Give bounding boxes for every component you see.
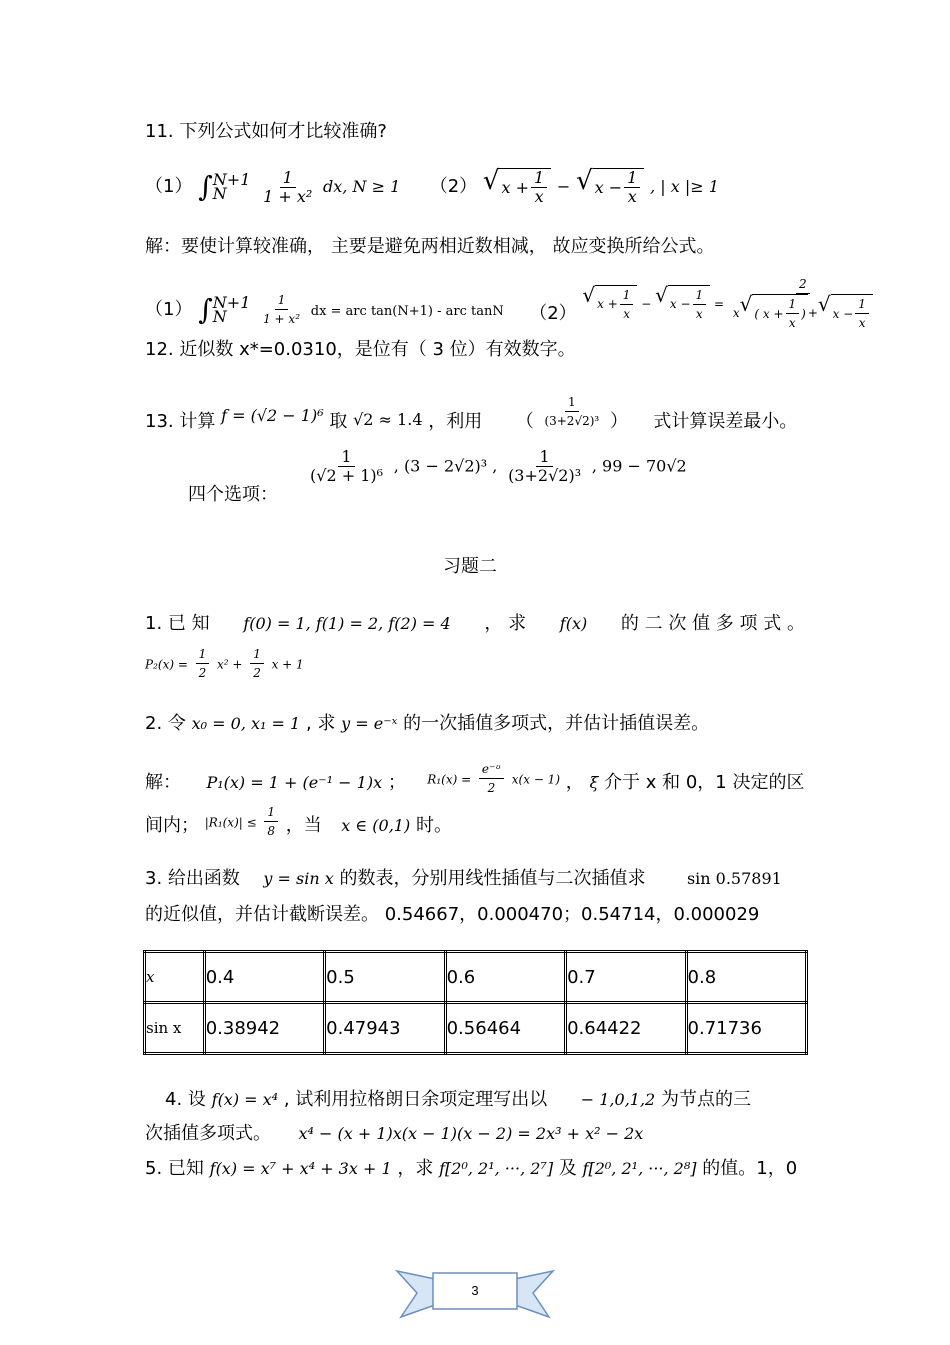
table-cell: 0.4 — [204, 952, 324, 1003]
q11-label-1: （1） — [145, 176, 193, 197]
table-row — [145, 1003, 807, 1054]
q11-f2-cond: , | x |≥ 1 — [650, 177, 719, 196]
q12-text: 12. 近似数 x*=0.0310，是位有（ 3 位）有效数字。 — [145, 339, 576, 360]
integral-upper: N+1 — [212, 170, 251, 189]
q13-approx: √2 ≈ 1.4 — [353, 409, 423, 429]
p1-mid: ， 求 — [484, 613, 527, 634]
p2-solution-2: 间内； |R₁(x)| ≤ $\frac{1}{8}$ ，当 x ∈ (0,1) 时。 — [145, 805, 452, 838]
q11-title: 11. 下列公式如何才比较准确? — [145, 121, 387, 142]
q13-f: f = (√2 − 1)⁶ — [221, 405, 324, 425]
q13-opt1: $\frac{1}{\text{(√2 + 1)⁶}}$ — [310, 447, 384, 485]
table-cell: 0.7 — [566, 952, 686, 1003]
q13-answer-fraction: $\frac{1}{\text{(3+2√2)³}}$ — [544, 395, 600, 428]
p4-line-2: 次插值多项式。 x⁴ − (x + 1)x(x − 1)(x − 2) = 2x³ + x² − 2x — [145, 1123, 644, 1144]
q13-opt4: , 99 − 70√2 — [591, 456, 687, 476]
q11-label-2: （2） — [429, 176, 478, 197]
q11-sol-label-1: （1） — [145, 298, 193, 320]
q11-f1-tail: dx, N ≥ 1 — [323, 177, 401, 196]
q11-solution: 解：要使计算较准确， 主要是避免两相近数相减， 故应变换所给公式。 — [145, 236, 715, 257]
section-title: 习题二 — [443, 556, 497, 577]
integral-lower: N — [212, 184, 227, 203]
page-footer-ribbon — [395, 1265, 555, 1325]
p5-line: 5. 已知 f(x) = x⁷ + x⁴ + 3x + 1 ，求 f[2⁰, 2¹, ···, 2⁷] 及 f[2⁰, 2¹, ···, 2⁸] 的值。1，0 — [145, 1158, 798, 1179]
p1-pre: 1. 已 知 — [145, 613, 210, 634]
sqrt-b: √ x − $\frac{1}{x}$ — [576, 168, 644, 206]
table-cell: sin x — [145, 1003, 205, 1054]
q11-s2-identity: √ x + $\frac{1}{x}$ − √ x − $\frac{1}{x}$ = 2 x √ ( x + $\frac{1}{x}$ ) + √ x − $\frac{1}{x}$ — [582, 275, 878, 332]
q13-opt2: , (3 − 2√2)³ , — [393, 456, 498, 476]
table-cell: 0.47943 — [325, 1003, 445, 1054]
table-cell: 0.64422 — [566, 1003, 686, 1054]
sqrt-a: √ x + $\frac{1}{x}$ — [483, 168, 551, 206]
q11-sol-label-2: （2） — [529, 302, 577, 324]
p1-line — [145, 612, 805, 636]
q13-use: ，利用 — [428, 410, 483, 432]
table-cell: 0.6 — [445, 952, 565, 1003]
table-cell: 0.71736 — [686, 1003, 806, 1054]
p3-line: 3. 给出函数 y = sin x 的数表，分别用线性插值与二次插值求 sin 0.57891 — [145, 868, 782, 889]
q13-options — [305, 448, 687, 485]
q13-take: 取 — [329, 410, 348, 432]
q13-pre: 13. 计算 — [145, 410, 216, 432]
q11-f1-fraction: $\frac{1}{\text{1 + x²}}$ — [263, 167, 313, 206]
p2-line: 2. 令 x₀ = 0, x₁ = 1 , 求 y = e⁻ˣ 的一次插值多项式，并估计插值误差。 — [145, 713, 710, 734]
p3-line-2: 的近似值，并估计截断误差。 0.54667，0.000470；0.54714，0.000029 — [145, 904, 760, 925]
integral-sign: ∫ — [198, 292, 213, 326]
integral-sign: ∫ — [198, 170, 213, 203]
q13-opt3: $\frac{1}{\text{(3+2√2)³}}$ — [508, 447, 582, 485]
q11-s1-fraction: $\frac{1}{\text{1 + x²}}$ — [263, 293, 301, 326]
q13-post: 式计算误差最小。 — [653, 410, 798, 432]
q11-s1-tail: dx = arc tan(N+1) - arc tanN — [310, 303, 504, 319]
table-cell: 0.5 — [325, 952, 445, 1003]
p1-fx: f(x) — [559, 614, 588, 633]
q11-formulas: （1） ∫ N+1 N $\frac{1}{\text{1 + x²}}$ dx, N ≥ 1 （2） √ x + $\frac{1}{x}$ − √ x − $\frac{1}{x}$ , | x |≥ 1 — [145, 166, 719, 206]
p1-post: 的 二 次 值 多 项 式 。 — [620, 613, 805, 634]
p1-cond: f(0) = 1, f(1) = 2, f(2) = 4 — [243, 614, 451, 633]
table-cell: 0.38942 — [204, 1003, 324, 1054]
q13-options-label: 四个选项： — [188, 484, 278, 505]
table-cell: 0.56464 — [445, 1003, 565, 1054]
table-row — [145, 952, 807, 1003]
table-cell: 0.8 — [686, 952, 806, 1003]
p1-answer: P₂(x) = $\frac{1}{2}$ x² + $\frac{1}{2}$ x + 1 — [145, 647, 304, 680]
q13-line: 13. 计算 f = (√2 − 1)⁶ 取 √2 ≈ 1.4 ，利用 （ $\frac{1}{\text{(3+2√2)³}}$ ） 式计算误差最小。 — [145, 395, 798, 432]
page-number: 3 — [471, 1283, 479, 1298]
p2-solution: 解： P₁(x) = 1 + (e⁻¹ − 1)x ； R₁(x) = $\frac{\text{e⁻ᶷ}}{2}$ x(x − 1) ， ξ 介于 x 和 0，1 决定的区 — [145, 762, 805, 795]
p4-line: 4. 设 f(x) = x⁴ , 试利用拉格朗日余项定理写出以 − 1,0,1,2 为节点的三 — [165, 1089, 751, 1110]
sin-table — [143, 950, 808, 1055]
table-cell: x — [145, 952, 205, 1003]
q11-solution-formulas: （1） ∫ N+1 N $\frac{1}{\text{1 + x²}}$ $_{dx = arc tan(N+1) - arc tanN}$ （2） √ x + $\frac{1}{x}$ − √ x − $\frac{1}{x}$ = 2 x √ ( x + $\frac{1}{x}$ ) + √ x − $\frac{1}{x}$ — [145, 275, 878, 332]
